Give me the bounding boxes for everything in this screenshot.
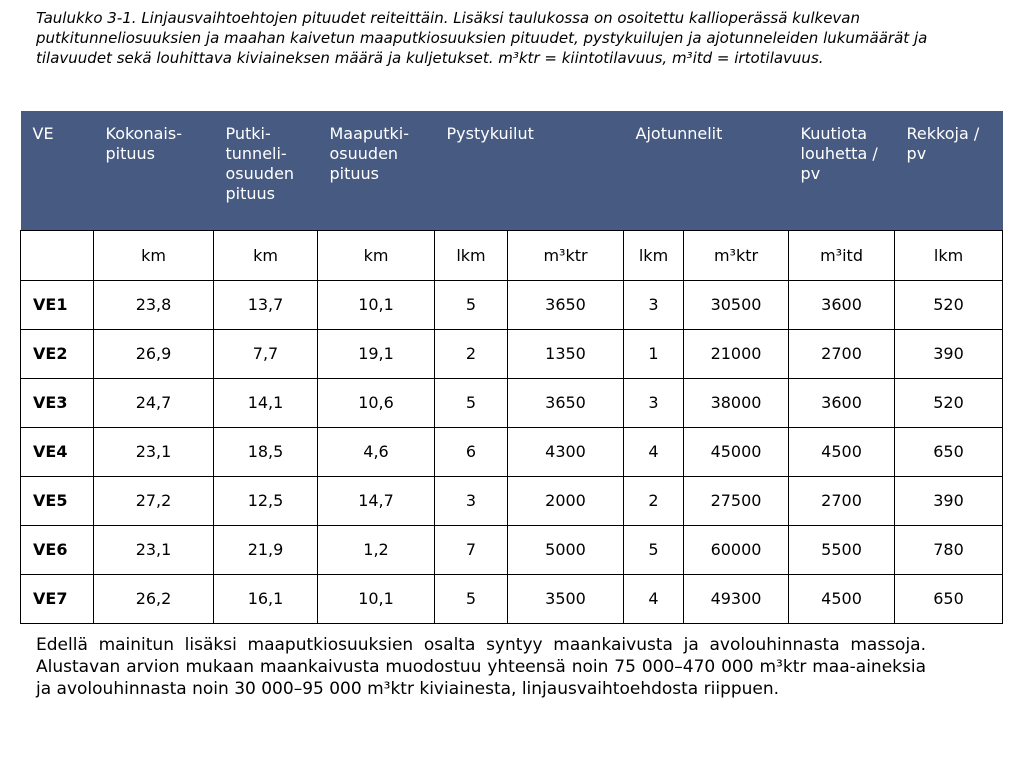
data-cell: 10,6 [318, 378, 435, 427]
data-cell: 650 [895, 574, 1003, 623]
data-cell: 2700 [789, 476, 895, 525]
units-row [21, 230, 1003, 280]
data-cell: 4300 [508, 427, 624, 476]
unit-cell: m³ktr [508, 230, 624, 280]
header-pystykuilut: Pystykuilut [435, 111, 624, 230]
data-cell: 12,5 [214, 476, 318, 525]
unit-cell: km [318, 230, 435, 280]
data-cell: 3 [624, 280, 684, 329]
data-cell: 30500 [684, 280, 789, 329]
data-cell: 23,1 [94, 525, 214, 574]
data-cell: 4 [624, 574, 684, 623]
header-putkitunneli: Putki- tunneli- osuuden pituus [214, 111, 318, 230]
data-cell: 10,1 [318, 574, 435, 623]
data-cell: 21000 [684, 329, 789, 378]
data-cell: 3600 [789, 378, 895, 427]
data-cell: 26,2 [94, 574, 214, 623]
table-row [21, 280, 1003, 329]
table-row [21, 574, 1003, 623]
table-row [21, 476, 1003, 525]
data-cell: 3650 [508, 378, 624, 427]
data-cell: 19,1 [318, 329, 435, 378]
unit-cell: m³itd [789, 230, 895, 280]
data-cell: 650 [895, 427, 1003, 476]
unit-cell [21, 230, 94, 280]
header-kokonaispituus: Kokonais- pituus [94, 111, 214, 230]
data-cell: 1350 [508, 329, 624, 378]
data-cell: 4500 [789, 427, 895, 476]
header-maaputki: Maaputki- osuuden pituus [318, 111, 435, 230]
data-cell: 27,2 [94, 476, 214, 525]
data-cell: 390 [895, 476, 1003, 525]
table-row [21, 525, 1003, 574]
data-cell: 26,9 [94, 329, 214, 378]
data-cell: 21,9 [214, 525, 318, 574]
data-cell: 3600 [789, 280, 895, 329]
header-rekkoja: Rekkoja / pv [895, 111, 1003, 230]
data-cell: 27500 [684, 476, 789, 525]
data-cell: 520 [895, 280, 1003, 329]
ve-label-cell: VE6 [21, 525, 94, 574]
data-cell: 14,1 [214, 378, 318, 427]
header-ajotunnelit: Ajotunnelit [624, 111, 789, 230]
data-cell: 5 [624, 525, 684, 574]
data-cell: 3500 [508, 574, 624, 623]
data-cell: 10,1 [318, 280, 435, 329]
data-cell: 2 [624, 476, 684, 525]
data-cell: 6 [435, 427, 508, 476]
data-cell: 45000 [684, 427, 789, 476]
data-cell: 7,7 [214, 329, 318, 378]
data-cell: 2700 [789, 329, 895, 378]
ve-label-cell: VE1 [21, 280, 94, 329]
data-cell: 2000 [508, 476, 624, 525]
table-row [21, 427, 1003, 476]
unit-cell: km [214, 230, 318, 280]
data-cell: 3650 [508, 280, 624, 329]
data-cell: 780 [895, 525, 1003, 574]
body-paragraph: Edellä mainitun lisäksi maaputkiosuuksien osalta syntyy maankaivusta ja avolouhinnasta massoja. Alustavan arvion mukaan maankaivusta muodostuu yhteensä noin 75 000–470 000 m³ktr maa-aineksia ja avolouhinnasta noin 30 000–95 000 m³ktr kiviainesta, linjausvaihtoehdosta riippuen. [36, 635, 926, 699]
table-header-row [21, 111, 1003, 230]
data-cell: 1,2 [318, 525, 435, 574]
table-caption: Taulukko 3-1. Linjausvaihtoehtojen pituudet reiteittäin. Lisäksi taulukossa on osoitettu kallioperässä kulkevan putkitunneliosuuksien ja maahan kaivetun maaputkiosuuksien pituudet, pystykuilujen ja ajotunneleiden lukumäärät ja tilavuudet sekä louhittava kiviaineksen määrä ja kuljetukset. m³ktr = kiintotilavuus, m³itd = irtotilavuus. [36, 9, 928, 67]
ve-label-cell: VE5 [21, 476, 94, 525]
data-cell: 24,7 [94, 378, 214, 427]
header-ve: VE [21, 111, 94, 230]
data-cell: 7 [435, 525, 508, 574]
unit-cell: lkm [435, 230, 508, 280]
data-cell: 5000 [508, 525, 624, 574]
data-cell: 5 [435, 574, 508, 623]
route-length-table [20, 111, 1003, 624]
data-cell: 38000 [684, 378, 789, 427]
unit-cell: km [94, 230, 214, 280]
data-cell: 1 [624, 329, 684, 378]
ve-label-cell: VE4 [21, 427, 94, 476]
data-cell: 23,8 [94, 280, 214, 329]
data-cell: 4500 [789, 574, 895, 623]
data-cell: 4 [624, 427, 684, 476]
data-cell: 3 [624, 378, 684, 427]
unit-cell: m³ktr [684, 230, 789, 280]
header-kuutiota: Kuutiota louhetta / pv [789, 111, 895, 230]
unit-cell: lkm [624, 230, 684, 280]
data-cell: 23,1 [94, 427, 214, 476]
data-cell: 5500 [789, 525, 895, 574]
data-cell: 4,6 [318, 427, 435, 476]
data-cell: 3 [435, 476, 508, 525]
table-row [21, 378, 1003, 427]
data-cell: 18,5 [214, 427, 318, 476]
unit-cell: lkm [895, 230, 1003, 280]
ve-label-cell: VE2 [21, 329, 94, 378]
data-cell: 13,7 [214, 280, 318, 329]
data-cell: 14,7 [318, 476, 435, 525]
data-cell: 16,1 [214, 574, 318, 623]
data-cell: 5 [435, 280, 508, 329]
table-row [21, 329, 1003, 378]
ve-label-cell: VE7 [21, 574, 94, 623]
data-cell: 390 [895, 329, 1003, 378]
data-cell: 2 [435, 329, 508, 378]
data-cell: 5 [435, 378, 508, 427]
data-cell: 60000 [684, 525, 789, 574]
data-cell: 49300 [684, 574, 789, 623]
ve-label-cell: VE3 [21, 378, 94, 427]
data-cell: 520 [895, 378, 1003, 427]
